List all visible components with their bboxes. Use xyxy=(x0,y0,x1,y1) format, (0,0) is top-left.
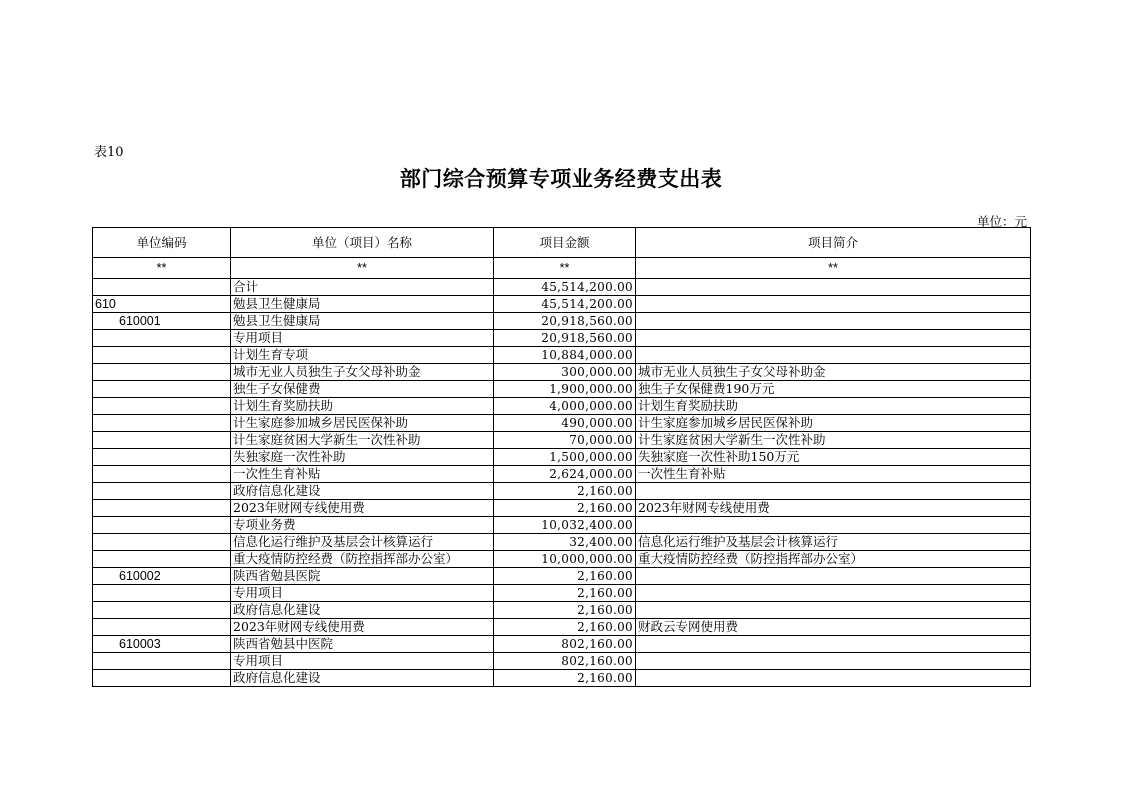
description-cell xyxy=(636,602,1031,619)
unit-name-cell: 信息化运行维护及基层会计核算运行 xyxy=(231,534,494,551)
unit-name-cell: 2023年财网专线使用费 xyxy=(231,500,494,517)
amount-cell: 1,900,000.00 xyxy=(494,381,636,398)
unit-name-cell: 政府信息化建设 xyxy=(231,483,494,500)
unit-name-cell: 一次性生育补贴 xyxy=(231,466,494,483)
table-row xyxy=(93,636,1031,653)
unit-code-cell xyxy=(93,381,231,398)
table-row xyxy=(93,517,1031,534)
unit-code-cell xyxy=(93,466,231,483)
amount-cell: 2,160.00 xyxy=(494,568,636,585)
unit-name-cell: 勉县卫生健康局 xyxy=(231,313,494,330)
unit-name-cell: 计生家庭参加城乡居民医保补助 xyxy=(231,415,494,432)
unit-name-cell: 2023年财网专线使用费 xyxy=(231,619,494,636)
unit-name-cell: 城市无业人员独生子女父母补助金 xyxy=(231,364,494,381)
table-row xyxy=(93,415,1031,432)
unit-name-cell: 计划生育专项 xyxy=(231,347,494,364)
unit-code-cell xyxy=(93,330,231,347)
amount-cell: 20,918,560.00 xyxy=(494,313,636,330)
description-cell: 2023年财网专线使用费 xyxy=(636,500,1031,517)
unit-code-cell xyxy=(93,415,231,432)
header-row xyxy=(93,228,1031,258)
unit-name-cell: 政府信息化建设 xyxy=(231,602,494,619)
unit-code-cell xyxy=(93,449,231,466)
description-cell: 独生子女保健费190万元 xyxy=(636,381,1031,398)
amount-cell: 10,000,000.00 xyxy=(494,551,636,568)
table-number: 表10 xyxy=(94,145,124,160)
amount-cell: 1,500,000.00 xyxy=(494,449,636,466)
amount-cell: 2,160.00 xyxy=(494,619,636,636)
unit-name-cell: 独生子女保健费 xyxy=(231,381,494,398)
table-row xyxy=(93,313,1031,330)
description-cell xyxy=(636,483,1031,500)
description-cell xyxy=(636,296,1031,313)
amount-cell: 70,000.00 xyxy=(494,432,636,449)
unit-code-cell xyxy=(93,347,231,364)
table-row xyxy=(93,381,1031,398)
unit-name-cell: 陕西省勉县医院 xyxy=(231,568,494,585)
unit-code-cell xyxy=(93,483,231,500)
amount-cell: 2,160.00 xyxy=(494,602,636,619)
unit-name-cell: 勉县卫生健康局 xyxy=(231,296,494,313)
description-cell: 重大疫情防控经费（防控指挥部办公室） xyxy=(636,551,1031,568)
description-cell: 信息化运行维护及基层会计核算运行 xyxy=(636,534,1031,551)
amount-cell: 2,160.00 xyxy=(494,500,636,517)
amount-cell: 802,160.00 xyxy=(494,636,636,653)
table-row xyxy=(93,551,1031,568)
unit-name-cell: 合计 xyxy=(231,279,494,296)
unit-name-cell: 失独家庭一次性补助 xyxy=(231,449,494,466)
description-cell xyxy=(636,653,1031,670)
header-amount: 项目金额 xyxy=(494,228,636,258)
unit-code-cell xyxy=(93,500,231,517)
description-cell xyxy=(636,568,1031,585)
unit-name-cell: 陕西省勉县中医院 xyxy=(231,636,494,653)
description-cell: 一次性生育补贴 xyxy=(636,466,1031,483)
unit-name-cell: 专项业务费 xyxy=(231,517,494,534)
unit-code-cell xyxy=(93,398,231,415)
amount-cell: 10,884,000.00 xyxy=(494,347,636,364)
table-row xyxy=(93,670,1031,687)
description-cell xyxy=(636,670,1031,687)
unit-name-cell: 计生家庭贫困大学新生一次性补助 xyxy=(231,432,494,449)
budget-table xyxy=(92,227,1031,687)
table-row xyxy=(93,347,1031,364)
unit-code-cell: 610003 xyxy=(93,636,231,653)
amount-cell: 300,000.00 xyxy=(494,364,636,381)
amount-cell: 2,624,000.00 xyxy=(494,466,636,483)
table-row xyxy=(93,500,1031,517)
description-cell xyxy=(636,330,1031,347)
description-cell xyxy=(636,279,1031,296)
description-cell: 失独家庭一次性补助150万元 xyxy=(636,449,1031,466)
unit-code-cell xyxy=(93,364,231,381)
table-row xyxy=(93,398,1031,415)
subheader-unit-name: ** xyxy=(231,258,494,279)
amount-cell: 2,160.00 xyxy=(494,483,636,500)
amount-cell: 802,160.00 xyxy=(494,653,636,670)
subheader-unit-code: ** xyxy=(93,258,231,279)
unit-name-cell: 专用项目 xyxy=(231,585,494,602)
amount-cell: 32,400.00 xyxy=(494,534,636,551)
table-row xyxy=(93,568,1031,585)
unit-code-cell: 610 xyxy=(93,296,231,313)
description-cell xyxy=(636,636,1031,653)
table-row xyxy=(93,619,1031,636)
unit-code-cell xyxy=(93,534,231,551)
description-cell xyxy=(636,347,1031,364)
subheader-row xyxy=(93,258,1031,279)
unit-code-cell xyxy=(93,653,231,670)
unit-name-cell: 专用项目 xyxy=(231,330,494,347)
table-row xyxy=(93,296,1031,313)
table-row xyxy=(93,653,1031,670)
description-cell xyxy=(636,517,1031,534)
subheader-description: ** xyxy=(636,258,1031,279)
unit-name-cell: 重大疫情防控经费（防控指挥部办公室） xyxy=(231,551,494,568)
description-cell: 计划生育奖励扶助 xyxy=(636,398,1031,415)
unit-code-cell xyxy=(93,551,231,568)
table-row xyxy=(93,602,1031,619)
description-cell: 计生家庭参加城乡居民医保补助 xyxy=(636,415,1031,432)
description-cell: 计生家庭贫困大学新生一次性补助 xyxy=(636,432,1031,449)
description-cell xyxy=(636,313,1031,330)
amount-cell: 490,000.00 xyxy=(494,415,636,432)
unit-code-cell: 610002 xyxy=(93,568,231,585)
unit-label: 单位：元 xyxy=(977,214,1028,229)
amount-cell: 4,000,000.00 xyxy=(494,398,636,415)
table-row xyxy=(93,364,1031,381)
unit-code-cell xyxy=(93,517,231,534)
amount-cell: 45,514,200.00 xyxy=(494,279,636,296)
amount-cell: 10,032,400.00 xyxy=(494,517,636,534)
unit-code-cell xyxy=(93,279,231,296)
table-row xyxy=(93,483,1031,500)
unit-name-cell: 政府信息化建设 xyxy=(231,670,494,687)
header-unit-name: 单位（项目）名称 xyxy=(231,228,494,258)
description-cell xyxy=(636,585,1031,602)
unit-code-cell xyxy=(93,585,231,602)
amount-cell: 20,918,560.00 xyxy=(494,330,636,347)
table-row xyxy=(93,432,1031,449)
description-cell: 财政云专网使用费 xyxy=(636,619,1031,636)
unit-code-cell xyxy=(93,670,231,687)
description-cell: 城市无业人员独生子女父母补助金 xyxy=(636,364,1031,381)
unit-code-cell xyxy=(93,432,231,449)
amount-cell: 45,514,200.00 xyxy=(494,296,636,313)
unit-name-cell: 计划生育奖励扶助 xyxy=(231,398,494,415)
unit-name-cell: 专用项目 xyxy=(231,653,494,670)
header-unit-code: 单位编码 xyxy=(93,228,231,258)
table-row xyxy=(93,466,1031,483)
amount-cell: 2,160.00 xyxy=(494,585,636,602)
subheader-amount: ** xyxy=(494,258,636,279)
table-row xyxy=(93,279,1031,296)
header-description: 项目简介 xyxy=(636,228,1031,258)
table-row xyxy=(93,330,1031,347)
unit-code-cell xyxy=(93,602,231,619)
amount-cell: 2,160.00 xyxy=(494,670,636,687)
table-row xyxy=(93,449,1031,466)
unit-code-cell: 610001 xyxy=(93,313,231,330)
unit-code-cell xyxy=(93,619,231,636)
table-row xyxy=(93,534,1031,551)
table-row xyxy=(93,585,1031,602)
page-title: 部门综合预算专项业务经费支出表 xyxy=(399,167,723,191)
